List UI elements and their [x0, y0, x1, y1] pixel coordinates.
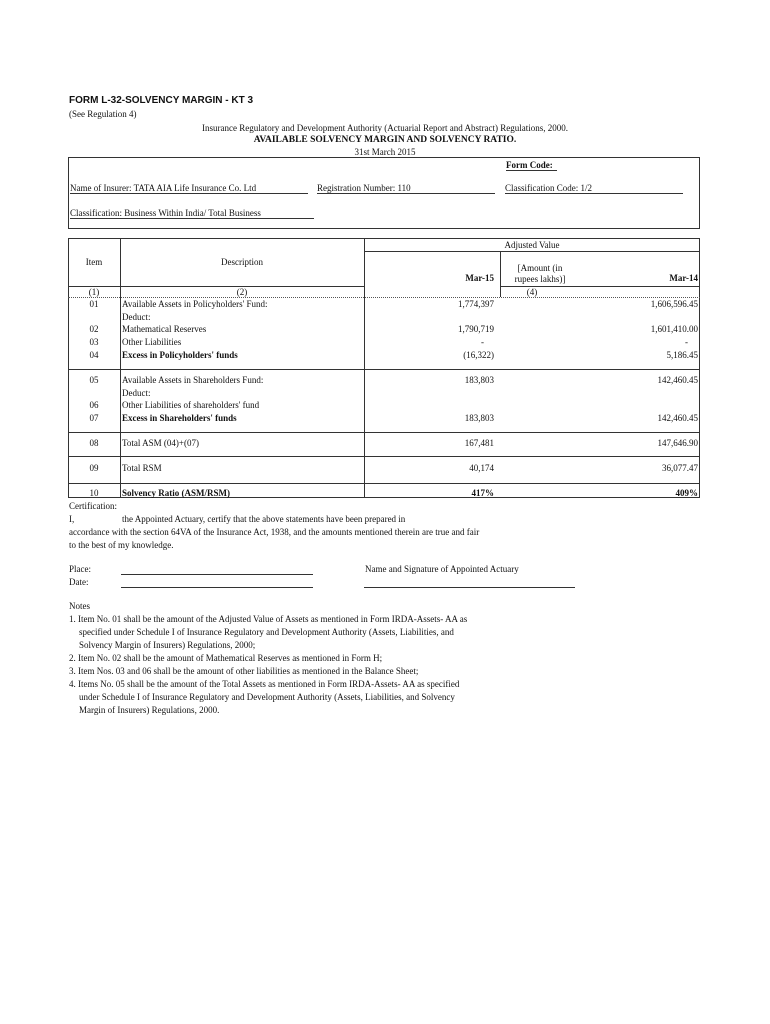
note-line: 4. Items No. 05 shall be the amount of the Total Assets as mentioned in Form IRDA-Assets- AA as specified: [69, 679, 460, 689]
row-item: 01: [89, 299, 99, 309]
row-item: 07: [89, 413, 99, 423]
row-item: 09: [89, 463, 99, 473]
row-mar14: 142,460.45: [657, 375, 698, 385]
row-item: 08: [89, 438, 99, 448]
row-description: Excess in Policyholders' funds: [122, 350, 238, 360]
note-line: 3. Item Nos. 03 and 06 shall be the amount of other liabilities as mentioned in the Balance Sheet;: [69, 666, 419, 676]
row-description: Other Liabilities: [122, 337, 182, 347]
header-mar15: Mar-15: [465, 273, 494, 283]
date-field: [121, 587, 313, 588]
row-mar14: 1,606,596.45: [650, 299, 698, 309]
row-description: Available Assets in Shareholders Fund:: [122, 375, 264, 385]
row-item: 02: [89, 324, 99, 334]
row-mar14: 5,186.45: [666, 350, 698, 360]
certification-label: Certification:: [69, 501, 117, 511]
note-line: under Schedule I of Insurance Regulatory and Development Authority (Assets, Liabilities, and Solvency: [79, 692, 455, 702]
row-mar15: 167,481: [464, 438, 494, 448]
header-col4: (4): [526, 287, 538, 297]
row-item: 10: [89, 488, 99, 498]
signature-label: Name and Signature of Appointed Actuary: [365, 564, 519, 574]
note-line: 1. Item No. 01 shall be the amount of the Adjusted Value of Assets as mentioned in Form IRDA-Assets- AA as: [69, 614, 468, 624]
row-mar14: 36,077.47: [662, 463, 698, 473]
row-item: 06: [89, 400, 99, 410]
row-description: Solvency Ratio (ASM/RSM): [122, 488, 230, 498]
row-description: Deduct:: [122, 312, 151, 322]
row-item: 04: [89, 350, 99, 360]
row-mar14: 1,601,410.00: [650, 324, 698, 334]
classification-code: Classification Code: 1/2: [505, 183, 683, 194]
note-line: Margin of Insurers) Regulations, 2000.: [79, 705, 220, 715]
row-item: 03: [89, 337, 99, 347]
row-mar14: 142,460.45: [657, 413, 698, 423]
row-mar15: 40,174: [469, 463, 494, 473]
certification-i: I,: [69, 514, 75, 524]
date-label: Date:: [69, 577, 89, 587]
row-mar15: 1,774,397: [458, 299, 494, 309]
row-mar15: 417%: [471, 488, 494, 498]
form-title: FORM L-32-SOLVENCY MARGIN - KT 3: [69, 95, 254, 106]
classification: Classification: Business Within India/ Total Business: [70, 208, 314, 219]
notes-heading: Notes: [69, 601, 90, 611]
row-mar15: (16,322): [463, 350, 494, 360]
header-mar14: Mar-14: [669, 273, 698, 283]
header-amount-unit-2: rupees lakhs)]: [514, 274, 566, 284]
row-description: Deduct:: [122, 388, 151, 398]
row-description: Mathematical Reserves: [122, 324, 207, 334]
header-adjusted-value: Adjusted Value: [504, 240, 560, 250]
page-heading: AVAILABLE SOLVENCY MARGIN AND SOLVENCY RATIO.: [253, 135, 517, 145]
row-description: Excess in Shareholders' funds: [122, 413, 237, 423]
row-mar14: 409%: [675, 488, 698, 498]
note-line: Solvency Margin of Insurers) Regulations, 2000;: [79, 640, 256, 650]
header-col2: (2): [236, 287, 248, 297]
insurer-name: Name of Insurer: TATA AIA Life Insurance Co. Ltd: [70, 183, 308, 194]
place-label: Place:: [69, 564, 91, 574]
row-mar15: 1,790,719: [458, 324, 494, 334]
header-col1: (1): [88, 287, 100, 297]
regulation-reference: (See Regulation 4): [69, 109, 137, 119]
note-line: 2. Item No. 02 shall be the amount of Mathematical Reserves as mentioned in Form H;: [69, 653, 383, 663]
registration-number: Registration Number: 110: [317, 183, 495, 194]
row-mar14: -: [685, 337, 688, 347]
certification-line-2: accordance with the section 64VA of the Insurance Act, 1938, and the amounts mentioned therein are true and fair: [69, 527, 480, 537]
row-item: 05: [89, 375, 99, 385]
row-mar14: 147,646.90: [657, 438, 698, 448]
row-mar15: 183,803: [464, 413, 494, 423]
header-item: Item: [85, 257, 103, 267]
row-description: Available Assets in Policyholders' Fund:: [122, 299, 268, 309]
certification-line-3: to the best of my knowledge.: [69, 540, 174, 550]
regulations-line: Insurance Regulatory and Development Authority (Actuarial Report and Abstract) Regulations, 2000.: [202, 123, 568, 133]
certification-line-1: the Appointed Actuary, certify that the above statements have been prepared in: [122, 514, 406, 524]
header-description: Description: [221, 257, 263, 267]
row-description: Total ASM (04)+(07): [122, 438, 199, 448]
header-amount-unit-1: [Amount (in: [517, 263, 563, 273]
row-mar15: 183,803: [464, 375, 494, 385]
place-field: [121, 574, 313, 575]
form-code-label: Form Code:: [506, 160, 557, 171]
row-mar15: -: [481, 337, 484, 347]
row-description: Other Liabilities of shareholders' fund: [122, 400, 260, 410]
note-line: specified under Schedule I of Insurance Regulatory and Development Authority (Assets, Liabilities, and: [79, 627, 454, 637]
signature-field: [364, 587, 575, 588]
report-date: 31st March 2015: [354, 147, 416, 157]
row-description: Total RSM: [122, 463, 162, 473]
